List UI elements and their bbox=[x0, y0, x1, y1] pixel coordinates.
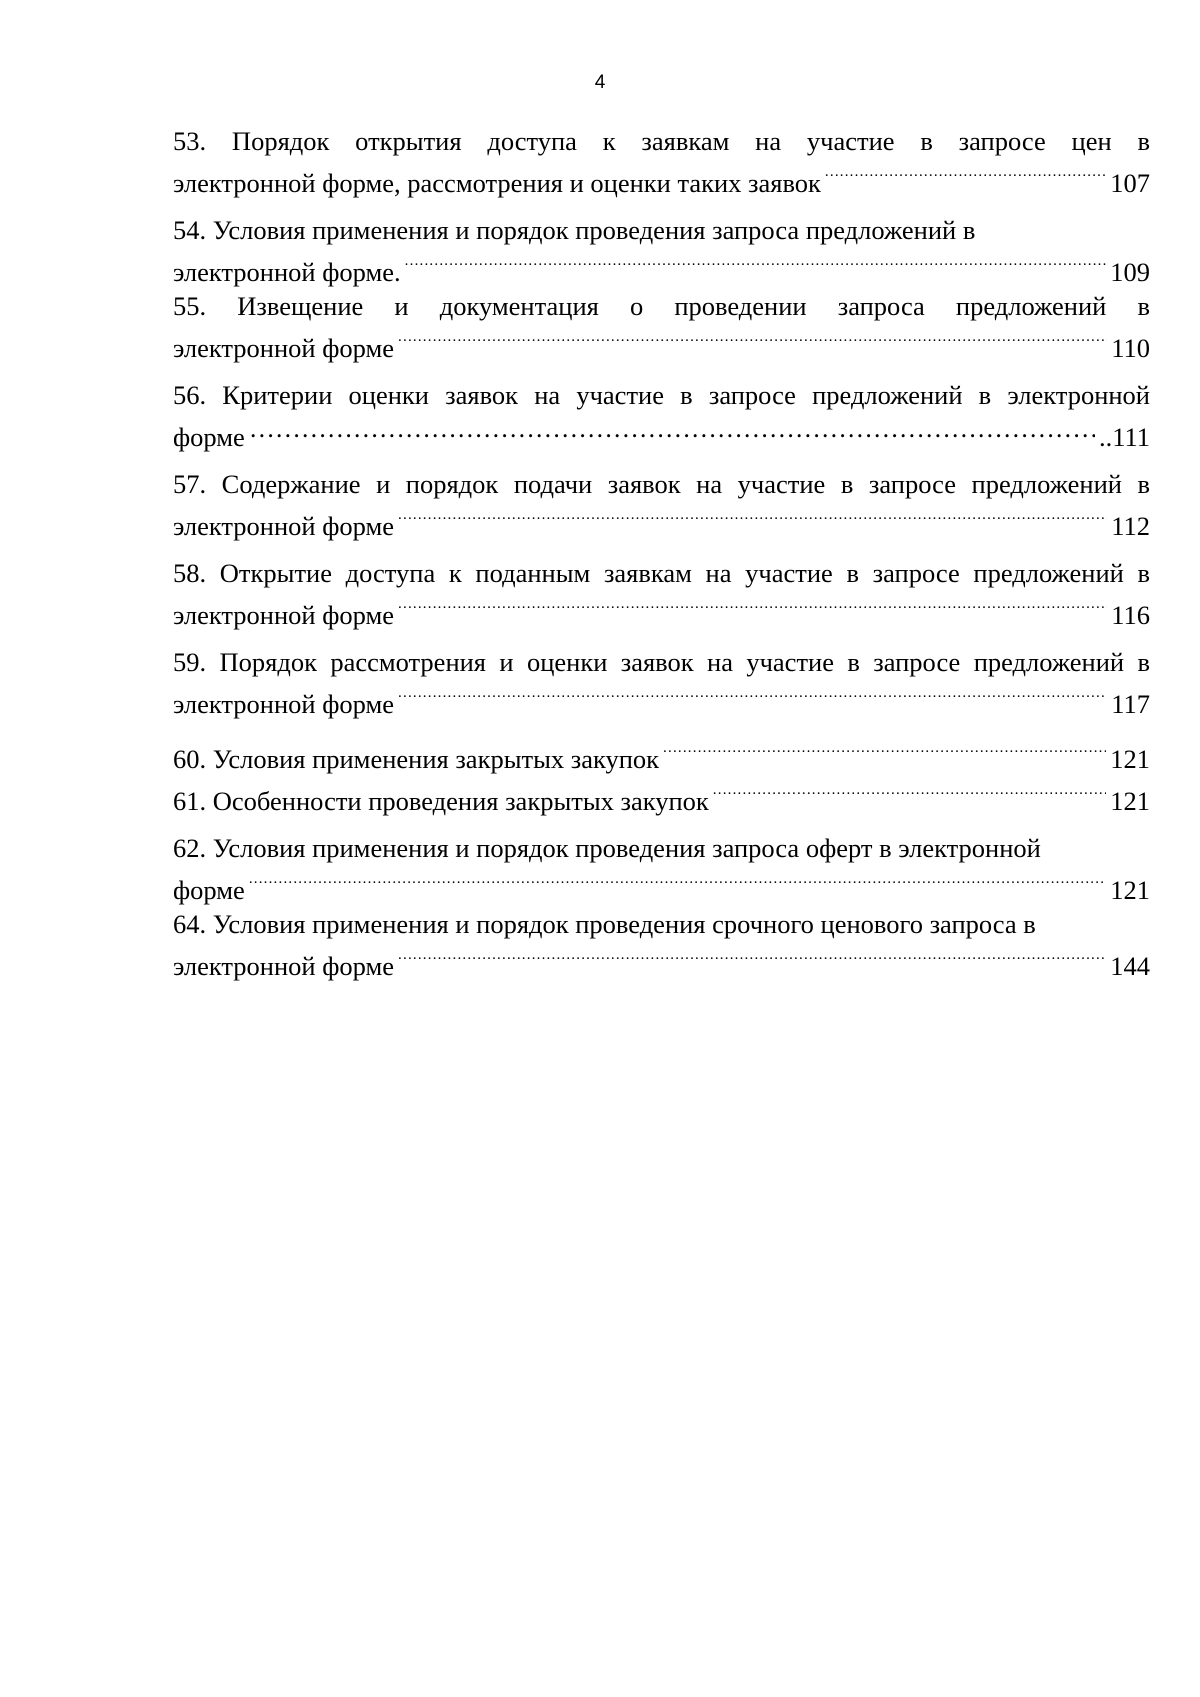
toc-entry-60[interactable] bbox=[173, 734, 1150, 776]
toc-entry-56[interactable] bbox=[173, 378, 1150, 454]
toc-entry-title-cont: электронной форме. bbox=[173, 257, 401, 287]
toc-entry-title-cont: электронной форме bbox=[173, 333, 395, 363]
toc-entry-62[interactable] bbox=[173, 831, 1150, 907]
dot-leader bbox=[663, 734, 1106, 768]
dot-leader bbox=[398, 501, 1107, 535]
toc-entry-64[interactable] bbox=[173, 907, 1150, 983]
toc-entry-title-cont: электронной форме, рассмотрения и оценки таких заявок bbox=[173, 168, 821, 198]
toc-entry-title-cont: электронной форме bbox=[173, 689, 395, 719]
toc-page-number: ..111 bbox=[1098, 422, 1150, 452]
toc-page-number: 121 bbox=[1110, 875, 1150, 905]
toc-entry-title: 57. Содержание и порядок подачи заявок на участие в запросе предложений в bbox=[173, 469, 1150, 499]
toc-page-number: 144 bbox=[1110, 951, 1150, 981]
toc-entry-title: 64. Условия применения и порядок проведения срочного ценового запроса в bbox=[173, 909, 1036, 939]
table-of-contents bbox=[173, 124, 1150, 983]
toc-page-number: 109 bbox=[1110, 257, 1150, 287]
toc-page-number: 117 bbox=[1111, 689, 1150, 719]
toc-page-number: 110 bbox=[1111, 333, 1150, 363]
toc-page-number: 121 bbox=[1110, 786, 1150, 816]
dot-leader bbox=[249, 412, 1095, 446]
toc-entry-title: 55. Извещение и документация о проведении запроса предложений в bbox=[173, 291, 1150, 321]
toc-entry-58[interactable] bbox=[173, 556, 1150, 632]
toc-entry-title-cont: электронной форме bbox=[173, 600, 395, 630]
toc-entry-55[interactable] bbox=[173, 289, 1150, 365]
toc-entry-title: 62. Условия применения и порядок проведения запроса оферт в электронной bbox=[173, 833, 1041, 863]
toc-entry-53[interactable] bbox=[173, 124, 1150, 200]
toc-entry-61[interactable] bbox=[173, 776, 1150, 818]
toc-entry-title-cont: форме bbox=[173, 875, 245, 905]
toc-entry-title: 54. Условия применения и порядок проведения запроса предложений в bbox=[173, 215, 976, 245]
dot-leader bbox=[405, 247, 1107, 281]
dot-leader bbox=[249, 865, 1106, 899]
toc-entry-57[interactable] bbox=[173, 467, 1150, 543]
toc-page-number: 107 bbox=[1110, 168, 1150, 198]
dot-leader bbox=[398, 941, 1106, 975]
toc-entry-title: 58. Открытие доступа к поданным заявкам на участие в запросе предложений в bbox=[173, 558, 1150, 588]
toc-entry-title: 59. Порядок рассмотрения и оценки заявок на участие в запросе предложений в bbox=[173, 647, 1150, 677]
page-number: 4 bbox=[594, 72, 606, 93]
toc-entry-title-cont: форме bbox=[173, 422, 245, 452]
toc-entry-54[interactable] bbox=[173, 213, 1150, 289]
toc-entry-59[interactable] bbox=[173, 645, 1150, 721]
toc-page-number: 112 bbox=[1111, 511, 1150, 541]
toc-entry-title: 53. Порядок открытия доступа к заявкам на участие в запросе цен в bbox=[173, 126, 1150, 156]
toc-entry-title: 60. Условия применения закрытых закупок bbox=[173, 744, 660, 774]
toc-page-number: 116 bbox=[1111, 600, 1150, 630]
dot-leader bbox=[398, 679, 1107, 713]
toc-page-number: 121 bbox=[1110, 744, 1150, 774]
toc-entry-title-cont: электронной форме bbox=[173, 951, 395, 981]
toc-entry-title-cont: электронной форме bbox=[173, 511, 395, 541]
dot-leader bbox=[713, 776, 1106, 810]
dot-leader bbox=[398, 590, 1107, 624]
dot-leader bbox=[825, 158, 1106, 192]
toc-entry-title: 56. Критерии оценки заявок на участие в запросе предложений в электронной bbox=[173, 380, 1150, 410]
toc-entry-title: 61. Особенности проведения закрытых закупок bbox=[173, 786, 709, 816]
dot-leader bbox=[398, 323, 1107, 357]
